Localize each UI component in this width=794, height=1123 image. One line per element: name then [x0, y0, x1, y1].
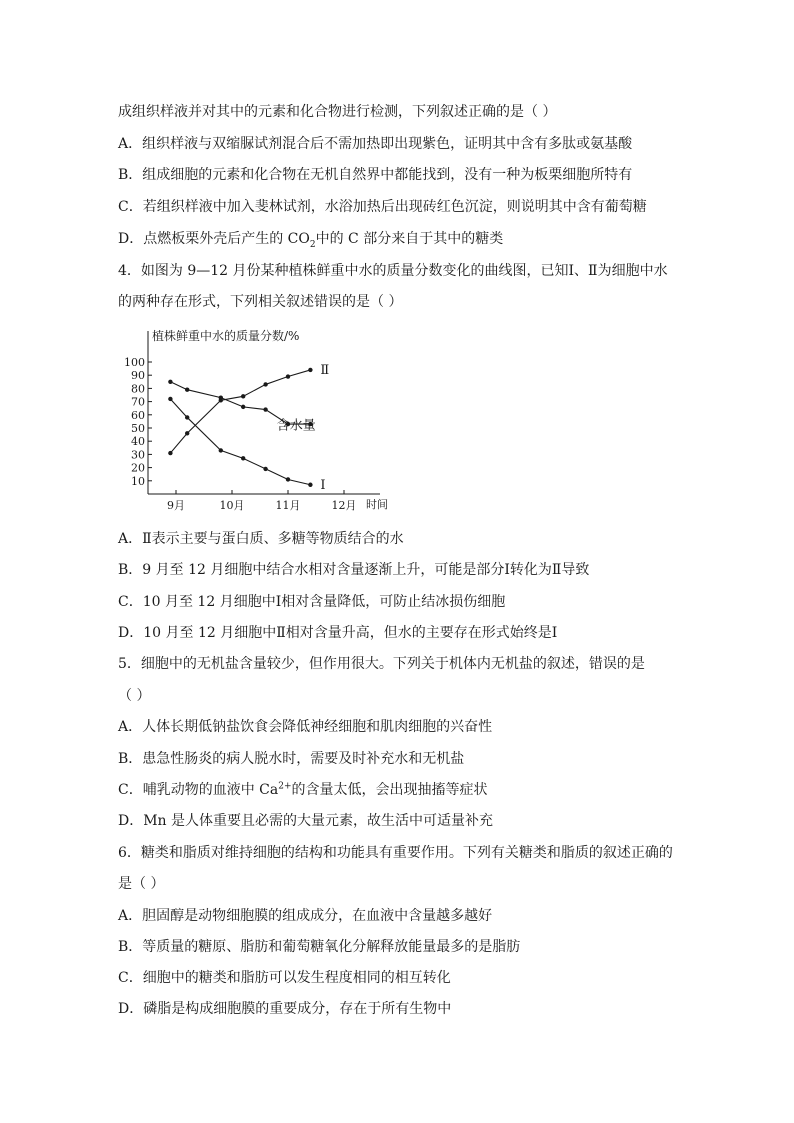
y-tick-label: 70 [131, 395, 145, 409]
q5-option-c-pre: C．哺乳动物的血液中 Ca [118, 782, 279, 798]
q5-option-b: B．患急性肠炎的病人脱水时，需要及时补充水和无机盐 [118, 751, 465, 767]
q6-option-c: C．细胞中的糖类和脂肪可以发生程度相同的相互转化 [118, 970, 451, 986]
x-tick-label: 10月 [219, 499, 245, 512]
q3-option-d-pre: D．点燃板栗外壳后产生的 CO [118, 231, 310, 247]
x-tick-label: 9月 [167, 499, 185, 512]
q4-stem-line1: 4．如图为 9—12 月份某种植株鲜重中水的质量分数变化的曲线图，已知Ⅰ、Ⅱ为细胞中水 [118, 263, 668, 279]
water-content-chart [118, 323, 398, 518]
y-tick-label: 100 [124, 356, 145, 369]
q5-stem-line1: 5．细胞中的无机盐含量较少，但作用很大。下列关于机体内无机盐的叙述，错误的是 [118, 656, 645, 672]
series-label-i: Ⅰ [320, 477, 326, 493]
series-line [170, 370, 310, 453]
y-tick-label: 10 [131, 474, 145, 488]
q5-option-c-post: 的含量太低，会出现抽搐等症状 [291, 782, 488, 798]
q4-option-a: A．Ⅱ表示主要与蛋白质、多糖等物质结合的水 [118, 531, 404, 547]
data-point [241, 394, 245, 398]
series-label-ii: Ⅱ [320, 362, 330, 378]
y-tick-label: 90 [131, 369, 145, 383]
q4-option-d: D．10 月至 12 月细胞中Ⅱ相对含量升高，但水的主要存在形式始终是Ⅰ [118, 625, 558, 641]
y-tick-label: 40 [131, 435, 145, 449]
y-tick-label: 30 [131, 448, 145, 462]
data-point [308, 483, 312, 487]
series-line [170, 399, 310, 485]
data-point [168, 380, 172, 384]
y-tick-label: 60 [131, 408, 145, 422]
data-point [286, 374, 290, 378]
q5-option-c [118, 781, 488, 799]
data-point [185, 415, 189, 419]
data-point [263, 467, 267, 471]
q3-option-d [118, 230, 503, 248]
y-tick-label: 50 [131, 422, 145, 435]
data-point [263, 382, 267, 386]
data-point [185, 388, 189, 392]
data-point [241, 456, 245, 460]
q6-stem-line2: 是（ ） [118, 876, 165, 892]
data-point [286, 477, 290, 481]
data-point [219, 398, 223, 402]
data-point [185, 431, 189, 435]
data-point [308, 368, 312, 372]
q5-stem-line2: （ ） [118, 688, 151, 704]
q6-option-b: B．等质量的糖原、脂肪和葡萄糖氧化分解释放能量最多的是脂肪 [118, 939, 521, 955]
y-tick-label: 20 [131, 461, 145, 475]
data-point [263, 407, 267, 411]
data-point [219, 448, 223, 452]
q4-option-b: B．9 月至 12 月细胞中结合水相对含量逐渐上升，可能是部分Ⅰ转化为Ⅱ导致 [118, 562, 590, 578]
co2-subscript: 2 [309, 239, 316, 250]
ca-superscript: 2+ [278, 781, 292, 792]
chart-title: 植株鲜重中水的质量分数/% [152, 329, 300, 343]
data-point [168, 397, 172, 401]
q3-stem: 成组织样液并对其中的元素和化合物进行检测，下列叙述正确的是（ ） [118, 104, 557, 120]
x-axis-label: 时间 [366, 498, 388, 511]
x-tick-label: 11月 [275, 499, 301, 512]
y-tick-label: 80 [131, 382, 145, 396]
q5-option-a: A．人体长期低钠盐饮食会降低神经细胞和肌肉细胞的兴奋性 [118, 719, 493, 735]
q3-option-a: A．组织样液与双缩脲试剂混合后不需加热即出现紫色，证明其中含有多肽或氨基酸 [118, 136, 633, 152]
q6-option-a: A．胆固醇是动物细胞膜的组成成分，在血液中含量越多越好 [118, 908, 493, 924]
q4-option-c: C．10 月至 12 月细胞中Ⅰ相对含量降低，可防止结冰损伤细胞 [118, 594, 506, 610]
q6-stem-line1: 6．糖类和脂质对维持细胞的结构和功能具有重要作用。下列有关糖类和脂质的叙述正确的 [118, 845, 673, 861]
q3-option-c: C．若组织样液中加入斐林试剂，水浴加热后出现砖红色沉淀，则说明其中含有葡萄糖 [118, 199, 647, 215]
q3-option-d-post: 中的 C 部分来自于其中的糖类 [315, 231, 504, 247]
q6-option-d: D．磷脂是构成细胞膜的重要成分，存在于所有生物中 [118, 1001, 452, 1017]
x-tick-label: 12月 [331, 499, 357, 512]
data-point [168, 451, 172, 455]
data-point [241, 405, 245, 409]
series-label-water-content: 含水量 [276, 418, 316, 434]
q3-option-b: B．组成细胞的元素和化合物在无机自然界中都能找到，没有一种为板栗细胞所特有 [118, 167, 633, 183]
q4-stem-line2: 的两种存在形式，下列相关叙述错误的是（ ） [118, 294, 403, 310]
q5-option-d: D．Mn 是人体重要且必需的大量元素，故生活中可适量补充 [118, 813, 494, 829]
